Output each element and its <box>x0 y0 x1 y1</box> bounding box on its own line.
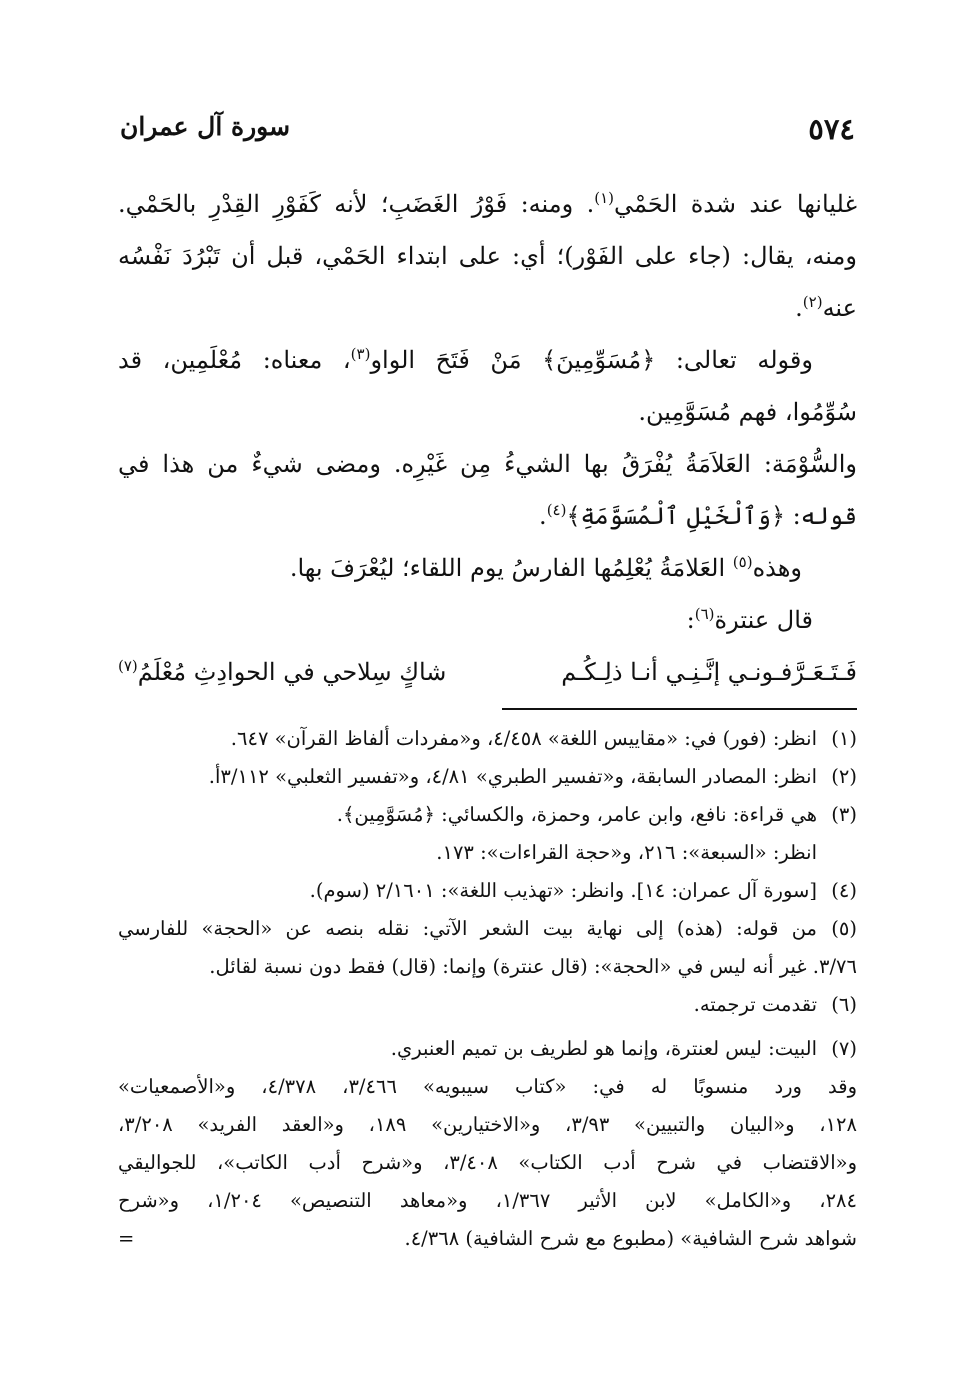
footnote-number: (٣) <box>831 803 857 826</box>
footnote-line: هي قراءة: نافع، وابن عامر، وحمزة، والكسائي: ﴿مُسَوَّمِين﴾. <box>336 803 817 826</box>
footnote-line: وقد ورد منسوبًا له في: «كتاب سيبويه» ٣/٤٦٦، ٤/٣٧٨، و«الأصمعيات» <box>118 1075 857 1098</box>
footnote-body <box>118 986 817 1024</box>
footnote-number: (٤) <box>831 879 857 902</box>
footnote-body <box>118 796 817 872</box>
footnote-body <box>118 1030 857 1258</box>
footnote-number: (٢) <box>831 765 857 788</box>
footnote-line <box>118 1220 857 1258</box>
text-run: عنه <box>822 294 857 322</box>
running-head <box>120 108 855 158</box>
text-line <box>118 490 857 542</box>
text-run: قوله: ﴿وَٱلْخَيْلِ ٱلْمُسَوَّمَةِ﴾ <box>566 502 857 530</box>
surah-title: سورة آل عمران <box>120 112 291 141</box>
text-run: . <box>539 502 547 530</box>
footnote-line: البيت: ليس لعنترة، وإنما هو لطريف بن تميم العنبري. <box>390 1037 817 1060</box>
footnotes <box>118 720 857 1258</box>
footnote <box>118 720 857 758</box>
text-run: : <box>686 606 695 634</box>
footnote <box>118 1030 857 1258</box>
text-line: ومنه، يقال: (جاء على الفَوْر)؛ أي: على ابتداء الحَمْي، قبل أن تَبْرُدَ نَفْسُه <box>118 242 857 270</box>
footnote-number: (١) <box>831 727 857 750</box>
footnote-line: انظر: «السبعة»: ٢١٦، و«حجة القراءات»: ١٧٣. <box>436 841 817 864</box>
footnote-number: (٧) <box>831 1037 857 1060</box>
footnote-line: تقدمت ترجمته. <box>693 993 817 1016</box>
continuation-mark: = <box>118 1227 135 1250</box>
footnote-reference: (٤) <box>546 501 567 519</box>
footnote-reference: (٧) <box>118 657 138 675</box>
footnote <box>118 986 857 1024</box>
footnote-reference: (٦) <box>694 605 715 623</box>
footnote-line-text: شواهد شرح الشافية» (مطبوع مع شرح الشافية) ٤/٣٦٨. <box>404 1227 857 1250</box>
footnote-line: انظر: (فور) في: «مقاييس اللغة» ٤/٤٥٨، و«مفردات ألفاظ القرآن» ٦٤٧. <box>230 727 817 750</box>
text-run: ، معناه: مُعْلَمِين، قد <box>118 346 351 374</box>
footnote-line: و«الاقتضاب في شرح أدب الكتاب» ٣/٤٠٨، و«شرح أدب الكاتب»، للجواليقي <box>118 1151 857 1174</box>
text-line <box>118 542 857 594</box>
text-line <box>118 282 857 334</box>
footnote-number: (٦) <box>831 993 857 1016</box>
footnote-reference: (٢) <box>802 293 823 311</box>
footnote-body <box>118 872 817 910</box>
footnote-line: ٣/٧٦. غير أنه ليس في «الحجة»: (قال عنترة) وإنما: (قال) فقط دون نسبة لقائل. <box>209 955 857 978</box>
footnote-reference: (٣) <box>350 345 371 363</box>
footnote <box>118 872 857 910</box>
text-line <box>118 594 857 646</box>
text-run: غليانها عند شدة الحَمْي <box>614 190 857 218</box>
footnote <box>118 758 857 796</box>
footnote-body <box>118 758 817 796</box>
footnote-line: ١٢٨، و«البيان والتبيين» ٣/٩٣، و«الاختيارين» ١٨٩، و«العقد الفريد» ٣/٢٠٨، <box>118 1113 857 1136</box>
text-run: وهذه <box>752 554 802 582</box>
text-run: قال عنترة <box>714 606 813 634</box>
footnote-reference: (١) <box>594 189 615 207</box>
footnote-line: من قوله: (هذه) إلى نهاية بيت الشعر الآتي: نقله بنصه عن «الحجة» للفارسي <box>118 917 817 940</box>
footnote-number: (٥) <box>831 917 857 940</box>
footnote-body <box>118 720 817 758</box>
text-run: . <box>795 294 803 322</box>
text-run: العَلامَةُ يُعْلِمُها الفارسُ يوم اللقاء؛ ليُعْرَفَ بها. <box>289 554 733 582</box>
footnote-separator <box>502 708 857 710</box>
page-number: ٥٧٤ <box>808 112 855 146</box>
text-line: سُوِّمُوا، فهم مُسَوَّمِين. <box>638 398 857 426</box>
text-line: والسُّوْمَة: العَلاَمَةُ يُفْرَقُ بها الشيءُ مِن غَيْرِه. ومضى شيءٌ من هذا في <box>118 450 857 478</box>
verse-second-hemistich: شاكٍ سِلاحي في الحوادِثِ مُعْلَمُ <box>137 658 447 686</box>
footnote-line: [سورة آل عمران: ١٤]. وانظر: «تهذيب اللغة»: ٢/١٦٠١ (سوم). <box>309 879 817 902</box>
footnote <box>118 910 857 986</box>
text-line <box>118 178 857 230</box>
footnote <box>118 796 857 872</box>
footnote-body <box>118 910 857 986</box>
text-run: . ومنه: فَوْرُ الغَضَبِ؛ لأنه كَفَوْرِ القِدْرِ بالحَمْي. <box>118 190 595 218</box>
footnote-line: ٢٨٤، و«الكامل» لابن الأثير ١/٣٦٧، و«معاهد التنصيص» ١/٢٠٤، و«شرح <box>118 1189 857 1212</box>
poetry-verse <box>118 646 857 698</box>
footnote-reference: (٥) <box>732 553 753 571</box>
verse-second-hemistich-wrap <box>118 646 446 698</box>
text-line <box>118 334 857 386</box>
main-text <box>118 178 857 698</box>
text-run: وقوله تعالى: ﴿مُسَوِّمِينَ﴾ مَنْ فَتَحَ الواو <box>370 346 813 374</box>
footnote-line: انظر: المصادر السابقة، و«تفسير الطبري» ٤/٨١، و«تفسير الثعلبي» ٣/١١٢أ. <box>208 765 817 788</box>
verse-first-hemistich: فَـتَـعَـرَّفـونـي إنَّـنِـي أنـا ذلِـكُـم <box>561 658 857 686</box>
